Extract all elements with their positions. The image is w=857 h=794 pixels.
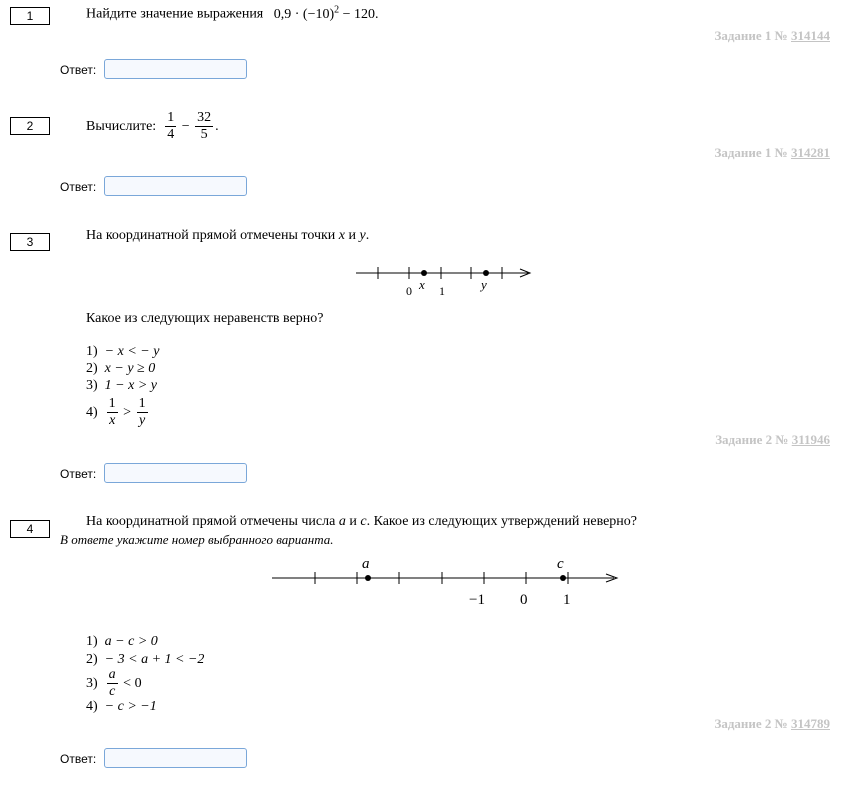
fraction bbox=[165, 110, 176, 143]
fraction-numerator: 1 bbox=[165, 110, 176, 127]
option-4 bbox=[86, 699, 157, 715]
fraction-denominator: 4 bbox=[167, 127, 175, 143]
tick-label-one: 1 bbox=[563, 592, 571, 608]
option-number: 4) bbox=[86, 404, 98, 420]
point-label-y: y bbox=[481, 277, 487, 292]
answer-input[interactable] bbox=[104, 59, 247, 79]
task-3-subquestion: Какое из следующих неравенств верно? bbox=[86, 311, 324, 326]
task-ref-link[interactable]: 314789 bbox=[791, 716, 830, 731]
variable-x: x bbox=[338, 228, 346, 243]
task-number-box: 2 bbox=[10, 117, 50, 135]
answer-label: Ответ: bbox=[60, 467, 97, 481]
answer-instruction: В ответе укажите номер выбранного варианта. bbox=[60, 532, 334, 547]
conjunction: и bbox=[349, 514, 357, 529]
expr-base: (−10) bbox=[302, 6, 335, 22]
fraction-numerator: 1 bbox=[107, 396, 118, 413]
fraction-numerator: 32 bbox=[195, 110, 213, 127]
task-1-expression bbox=[273, 4, 379, 22]
tick-label-one: 1 bbox=[439, 284, 445, 298]
task-number-box: 1 bbox=[10, 7, 50, 25]
task-ref-prefix: Задание 2 № bbox=[715, 432, 789, 447]
fraction bbox=[107, 396, 118, 429]
fraction bbox=[107, 667, 118, 700]
option-2 bbox=[86, 361, 155, 377]
point-x bbox=[421, 270, 427, 276]
conjunction: и bbox=[348, 228, 357, 243]
point-label-c: c bbox=[557, 556, 564, 572]
task-4-question bbox=[86, 514, 637, 530]
option-number: 1) bbox=[86, 344, 98, 359]
fraction-numerator: a bbox=[107, 667, 118, 684]
fraction-denominator: c bbox=[109, 684, 116, 700]
task-3-question bbox=[86, 228, 369, 244]
operator: > bbox=[123, 404, 132, 420]
number-line-xy bbox=[350, 262, 550, 298]
tick-label-zero: 0 bbox=[406, 284, 412, 298]
option-text: − 3 < a + 1 < −2 bbox=[104, 652, 205, 667]
fraction bbox=[195, 110, 213, 143]
task-reference bbox=[715, 432, 830, 448]
expr-coefficient: 0,9 bbox=[273, 6, 292, 22]
option-text: − x < − y bbox=[104, 344, 160, 359]
option-text: 1 − x > y bbox=[104, 378, 157, 393]
period: . bbox=[365, 228, 370, 243]
option-number: 4) bbox=[86, 699, 98, 714]
task-ref-prefix: Задание 1 № bbox=[714, 28, 788, 43]
task-reference bbox=[714, 716, 830, 732]
answer-label: Ответ: bbox=[60, 180, 97, 194]
task-3-prompt: На координатной прямой отмечены точки bbox=[86, 228, 336, 243]
point-label-x: x bbox=[419, 277, 425, 292]
task-ref-prefix: Задание 2 № bbox=[714, 716, 788, 731]
task-1-question bbox=[86, 4, 379, 23]
fraction-denominator: 5 bbox=[200, 127, 208, 143]
option-number: 3) bbox=[86, 378, 98, 393]
task-reference bbox=[714, 145, 830, 161]
option-number: 1) bbox=[86, 634, 98, 649]
variable-y: y bbox=[359, 228, 366, 243]
fraction bbox=[137, 396, 148, 429]
option-1 bbox=[86, 344, 159, 360]
period: . bbox=[215, 118, 219, 134]
answer-input[interactable] bbox=[104, 463, 247, 483]
task-ref-link[interactable]: 314144 bbox=[791, 28, 830, 43]
answer-label: Ответ: bbox=[60, 752, 97, 766]
option-text: x − y ≥ 0 bbox=[104, 361, 156, 376]
answer-input[interactable] bbox=[104, 748, 247, 768]
task-ref-link[interactable]: 311946 bbox=[791, 432, 830, 447]
point-a bbox=[365, 575, 371, 581]
task-4-prompt-end: . Какое из следующих утверждений неверно? bbox=[366, 514, 638, 529]
task-number-box: 4 bbox=[10, 520, 50, 538]
option-1 bbox=[86, 634, 158, 650]
point-label-a: a bbox=[362, 556, 370, 572]
point-y bbox=[483, 270, 489, 276]
task-number-box: 3 bbox=[10, 233, 50, 251]
task-2-question bbox=[86, 110, 219, 143]
fraction-denominator: y bbox=[138, 413, 146, 429]
variable-c: c bbox=[360, 514, 367, 529]
point-c bbox=[560, 575, 566, 581]
option-number: 2) bbox=[86, 652, 98, 667]
tick-label-zero: 0 bbox=[520, 592, 528, 608]
variable-a: a bbox=[338, 514, 346, 529]
tick-label-minus-one: −1 bbox=[469, 592, 485, 608]
option-2 bbox=[86, 652, 204, 668]
option-number: 3) bbox=[86, 675, 98, 691]
option-text: − c > −1 bbox=[104, 699, 157, 714]
task-4-prompt: На координатной прямой отмечены числа bbox=[86, 514, 336, 529]
option-3 bbox=[86, 667, 142, 700]
task-1-prompt: Найдите значение выражения bbox=[86, 6, 264, 22]
task-reference bbox=[714, 28, 830, 44]
fraction-numerator: 1 bbox=[137, 396, 148, 413]
answer-label: Ответ: bbox=[60, 63, 97, 77]
option-4 bbox=[86, 396, 150, 429]
task-2-prompt: Вычислите: bbox=[86, 118, 157, 134]
option-text: a − c > 0 bbox=[104, 634, 158, 649]
expr-dot: · bbox=[294, 6, 300, 22]
task-ref-prefix: Задание 1 № bbox=[714, 145, 788, 160]
option-text: < 0 bbox=[123, 675, 142, 691]
expr-exponent: 2 bbox=[334, 4, 340, 15]
expr-rest: − 120. bbox=[342, 6, 379, 22]
task-ref-link[interactable]: 314281 bbox=[791, 145, 830, 160]
number-line-ac bbox=[268, 553, 628, 609]
option-3 bbox=[86, 378, 157, 394]
minus-operator: − bbox=[181, 118, 190, 134]
option-number: 2) bbox=[86, 361, 98, 376]
answer-input[interactable] bbox=[104, 176, 247, 196]
fraction-denominator: x bbox=[109, 413, 116, 429]
